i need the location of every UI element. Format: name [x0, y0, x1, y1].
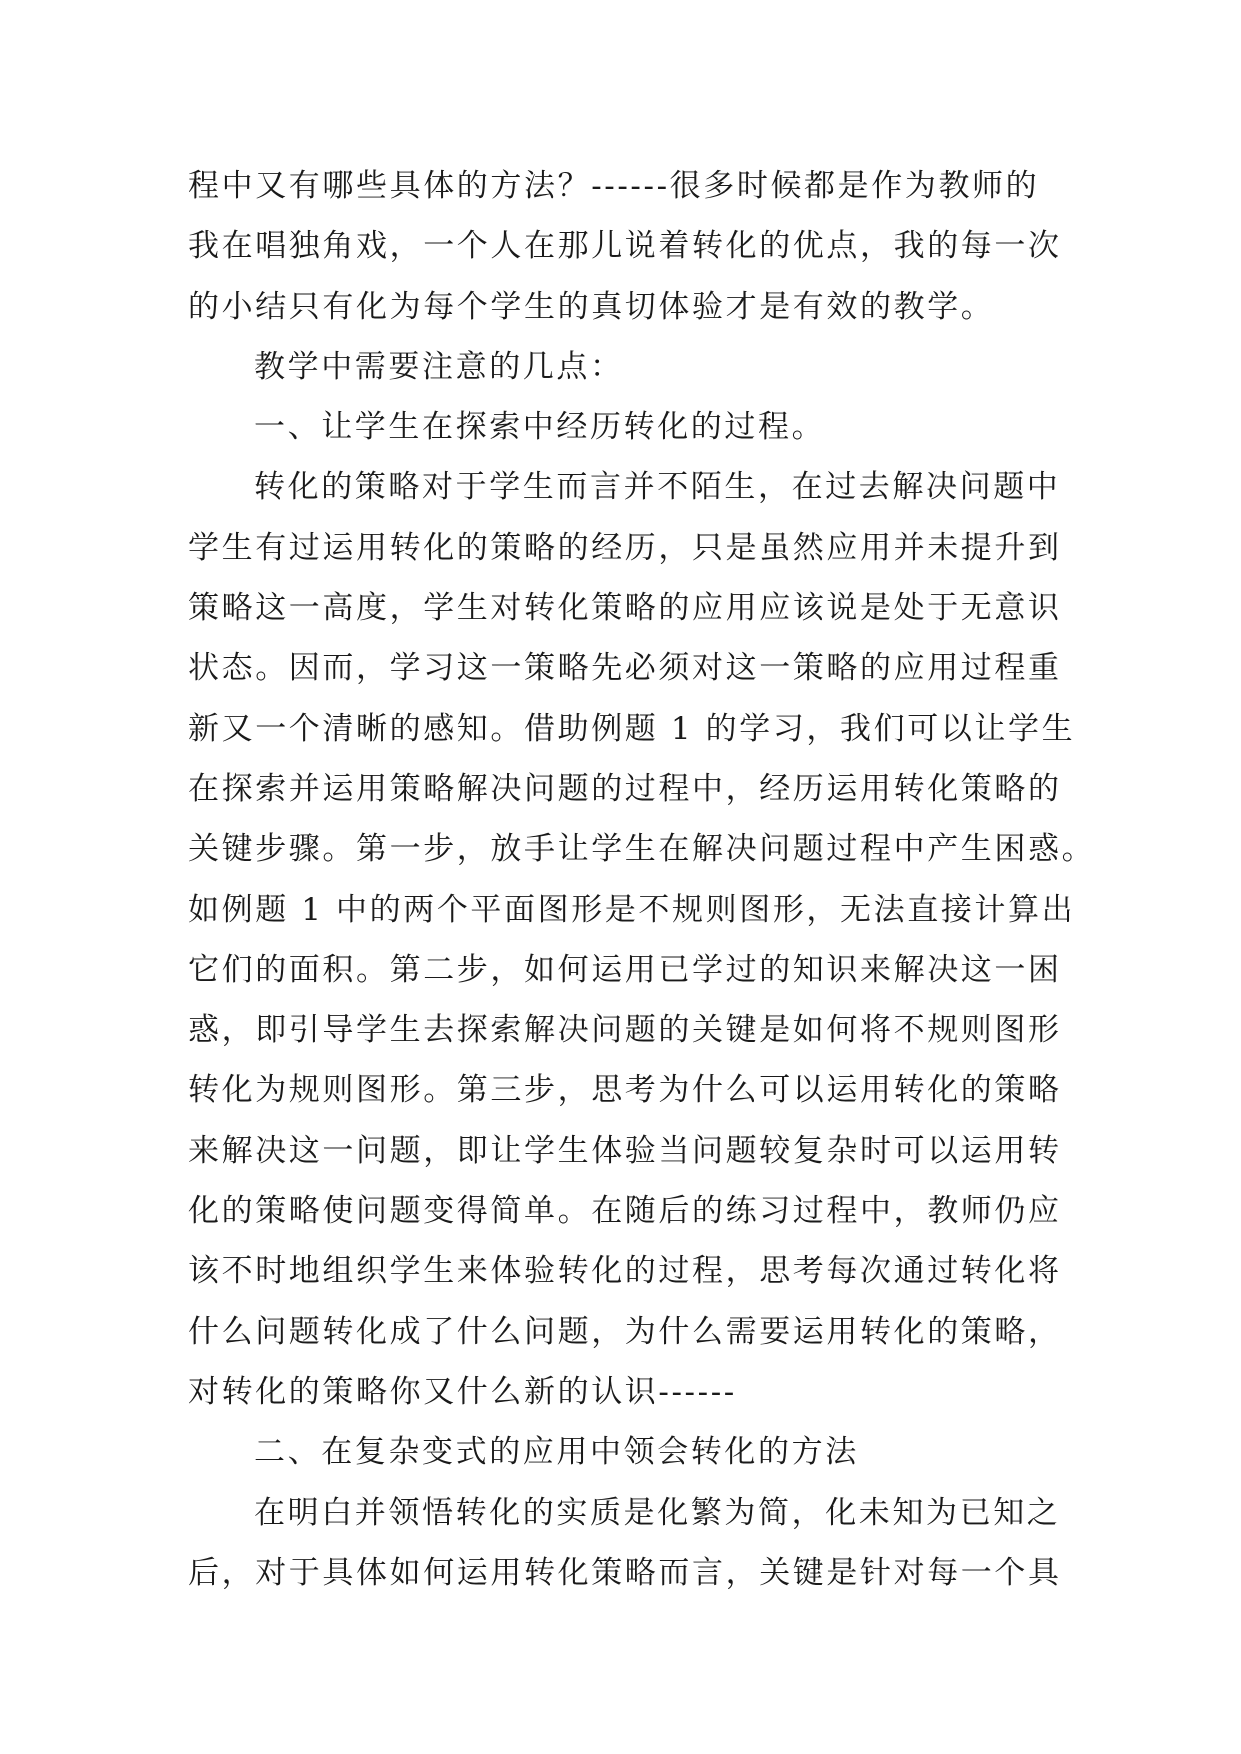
text-line: 惑，即引导学生去探索解决问题的关键是如何将不规则图形	[188, 1012, 1062, 1049]
text-line: 化的策略使问题变得简单。在随后的练习过程中，教师仍应	[188, 1193, 1062, 1230]
section-heading: 一、让学生在探索中经历转化的过程。	[254, 409, 826, 446]
text-line: 后，对于具体如何运用转化策略而言，关键是针对每一个具	[188, 1554, 1062, 1591]
text-line: 程中又有哪些具体的方法？------很多时候都是作为教师的	[188, 168, 1040, 204]
text-line: 对转化的策略你又什么新的认识------	[188, 1373, 737, 1410]
text-line: 关键步骤。第一步，放手让学生在解决问题过程中产生困惑。	[188, 831, 1096, 868]
text-line: 策略这一高度，学生对转化策略的应用应该说是处于无意识	[188, 590, 1062, 627]
text-line: 在探索并运用策略解决问题的过程中，经历运用转化策略的	[188, 770, 1062, 807]
document-body	[188, 156, 1096, 1603]
text-line: 状态。因而，学习这一策略先必须对这一策略的应用过程重	[188, 650, 1062, 687]
paragraph-heading: 教学中需要注意的几点：	[254, 348, 624, 385]
text-line: 在明白并领悟转化的实质是化繁为简，化未知为已知之	[254, 1494, 1061, 1531]
text-line: 如例题 1 中的两个平面图形是不规则图形，无法直接计算出	[188, 891, 1076, 928]
text-line: 我在唱独角戏，一个人在那儿说着转化的优点，我的每一次	[188, 228, 1062, 265]
text-line: 转化为规则图形。第三步，思考为什么可以运用转化的策略	[188, 1072, 1062, 1109]
text-line: 新又一个清晰的感知。借助例题 1 的学习，我们可以让学生	[188, 710, 1076, 747]
text-line: 它们的面积。第二步，如何运用已学过的知识来解决这一困	[188, 951, 1062, 988]
text-line: 什么问题转化成了什么问题，为什么需要运用转化的策略，	[188, 1313, 1062, 1350]
text-line: 转化的策略对于学生而言并不陌生，在过去解决问题中	[254, 469, 1061, 506]
section-heading: 二、在复杂变式的应用中领会转化的方法	[254, 1434, 859, 1471]
text-line: 的小结只有化为每个学生的真切体验才是有效的教学。	[188, 288, 995, 325]
text-line: 学生有过运用转化的策略的经历，只是虽然应用并未提升到	[188, 529, 1062, 566]
text-line: 来解决这一问题，即让学生体验当问题较复杂时可以运用转	[188, 1132, 1062, 1169]
text-line: 该不时地组织学生来体验转化的过程，思考每次通过转化将	[188, 1253, 1062, 1290]
